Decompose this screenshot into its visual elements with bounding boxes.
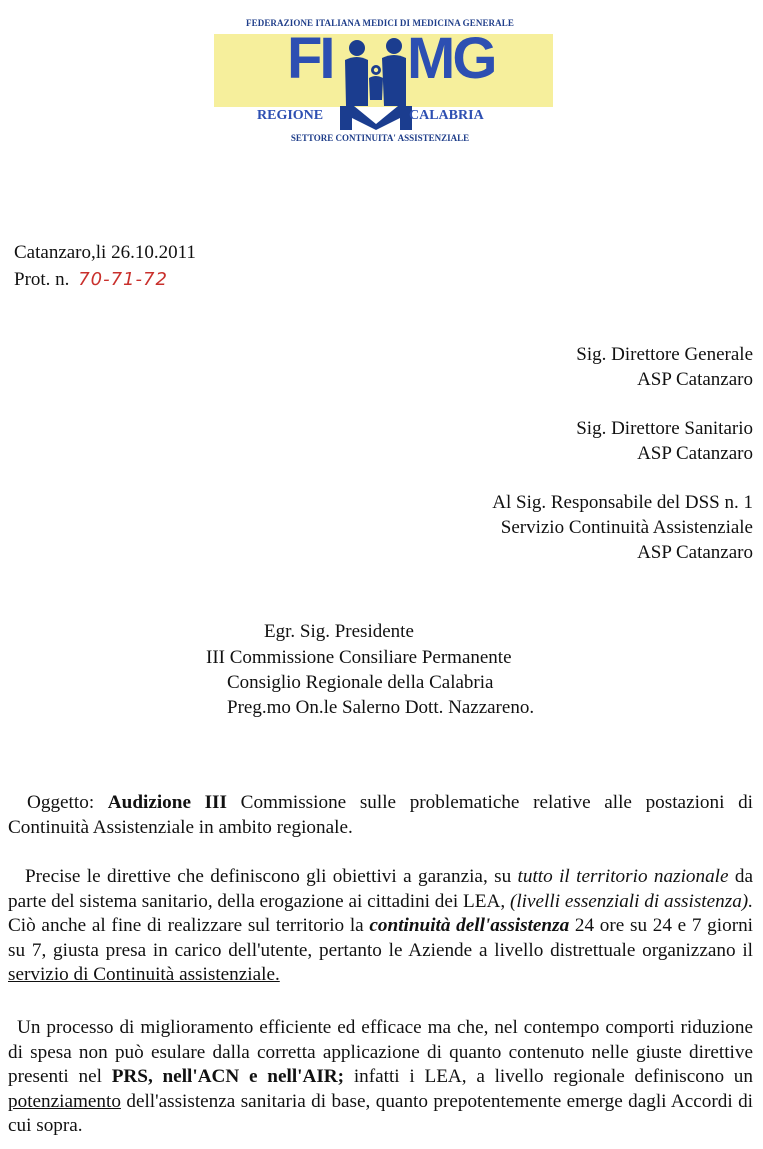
text-run: dell'assistenza sanitaria di base, quanto prepotentemente emerge dagli Accordi di cui sopra. (8, 1090, 753, 1136)
logo-fi: FI (287, 26, 333, 91)
bold-italic-run: continuità dell'assistenza (369, 915, 570, 936)
process-paragraph (8, 1016, 753, 1139)
underlined-run: servizio di Continuità assistenziale. (8, 964, 280, 985)
recipient-line: Sig. Direttore Sanitario (576, 418, 753, 439)
logo-region-left: REGIONE (257, 108, 324, 123)
president-name: Preg.mo On.le Salerno Dott. Nazzareno. (227, 697, 535, 718)
recipient-line: Servizio Continuità Assistenziale (500, 517, 753, 538)
text-run: infatti i LEA, a livello regionale definiscono un (353, 1066, 753, 1087)
letter-date: Catanzaro,li 26.10.2011 (14, 242, 196, 263)
subject-title: Audizione III (107, 792, 227, 813)
italic-run: (livelli essenziali di assistenza). (509, 890, 753, 912)
president-title: Egr. Sig. Presidente (264, 621, 414, 642)
recipient-line: Sig. Direttore Generale (576, 344, 753, 365)
federation-name: FEDERAZIONE ITALIANA MEDICI DI MEDICINA GENERALE (246, 18, 514, 28)
recipient-block (576, 342, 753, 392)
protocol-line (14, 269, 168, 291)
underlined-run: potenziamento (8, 1090, 121, 1112)
text-run: 24 ore su 24 e 7 giorni su 7, giusta presa in carico dell'utente, pertanto le Aziende a livello distrettuale organizzano il (8, 915, 754, 961)
recipient-line: ASP Catanzaro (637, 542, 753, 563)
logo-region-right: CALABRIA (409, 108, 484, 123)
commission-name: III Commissione Consiliare Permanente (206, 647, 512, 668)
subject-label: Oggetto: (27, 792, 95, 813)
premise-paragraph (8, 865, 753, 988)
recipient-block (576, 416, 753, 466)
italic-run: tutto il territorio nazionale (517, 866, 729, 887)
text-run: Precise le direttive che definiscono gli obiettivi a garanzia, su (25, 866, 512, 887)
logo-mg: MG (407, 26, 495, 91)
recipient-line: ASP Catanzaro (637, 369, 753, 390)
subject-paragraph (8, 791, 753, 840)
recipient-block (492, 490, 753, 565)
bold-run: PRS, (111, 1066, 153, 1087)
bold-run: nell'ACN e nell'AIR; (162, 1066, 345, 1087)
protocol-number: 70-71-72 (78, 269, 168, 290)
recipient-line: ASP Catanzaro (637, 443, 753, 464)
subject-text: Commissione sulle problematiche relative alle postazioni di Continuità Assistenziale in ambito regionale. (8, 792, 754, 838)
text-run: da parte del sistema sanitario, della erogazione ai cittadini dei LEA, (8, 866, 754, 912)
text-run: Un processo di miglioramento efficiente ed efficace ma che, nel contempo comporti riduzione di spesa non può esulare dalla corretta applicazione di quanto contenuto nelle giuste direttive presenti nel (8, 1017, 753, 1087)
logo-sector: SETTORE CONTINUITA' ASSISTENZIALE (290, 133, 470, 143)
protocol-label: Prot. n. (14, 269, 70, 290)
text-run: Ciò anche al fine di realizzare sul territorio la (8, 915, 364, 936)
recipient-line: Al Sig. Responsabile del DSS n. 1 (492, 492, 753, 513)
council-name: Consiglio Regionale della Calabria (227, 672, 494, 693)
